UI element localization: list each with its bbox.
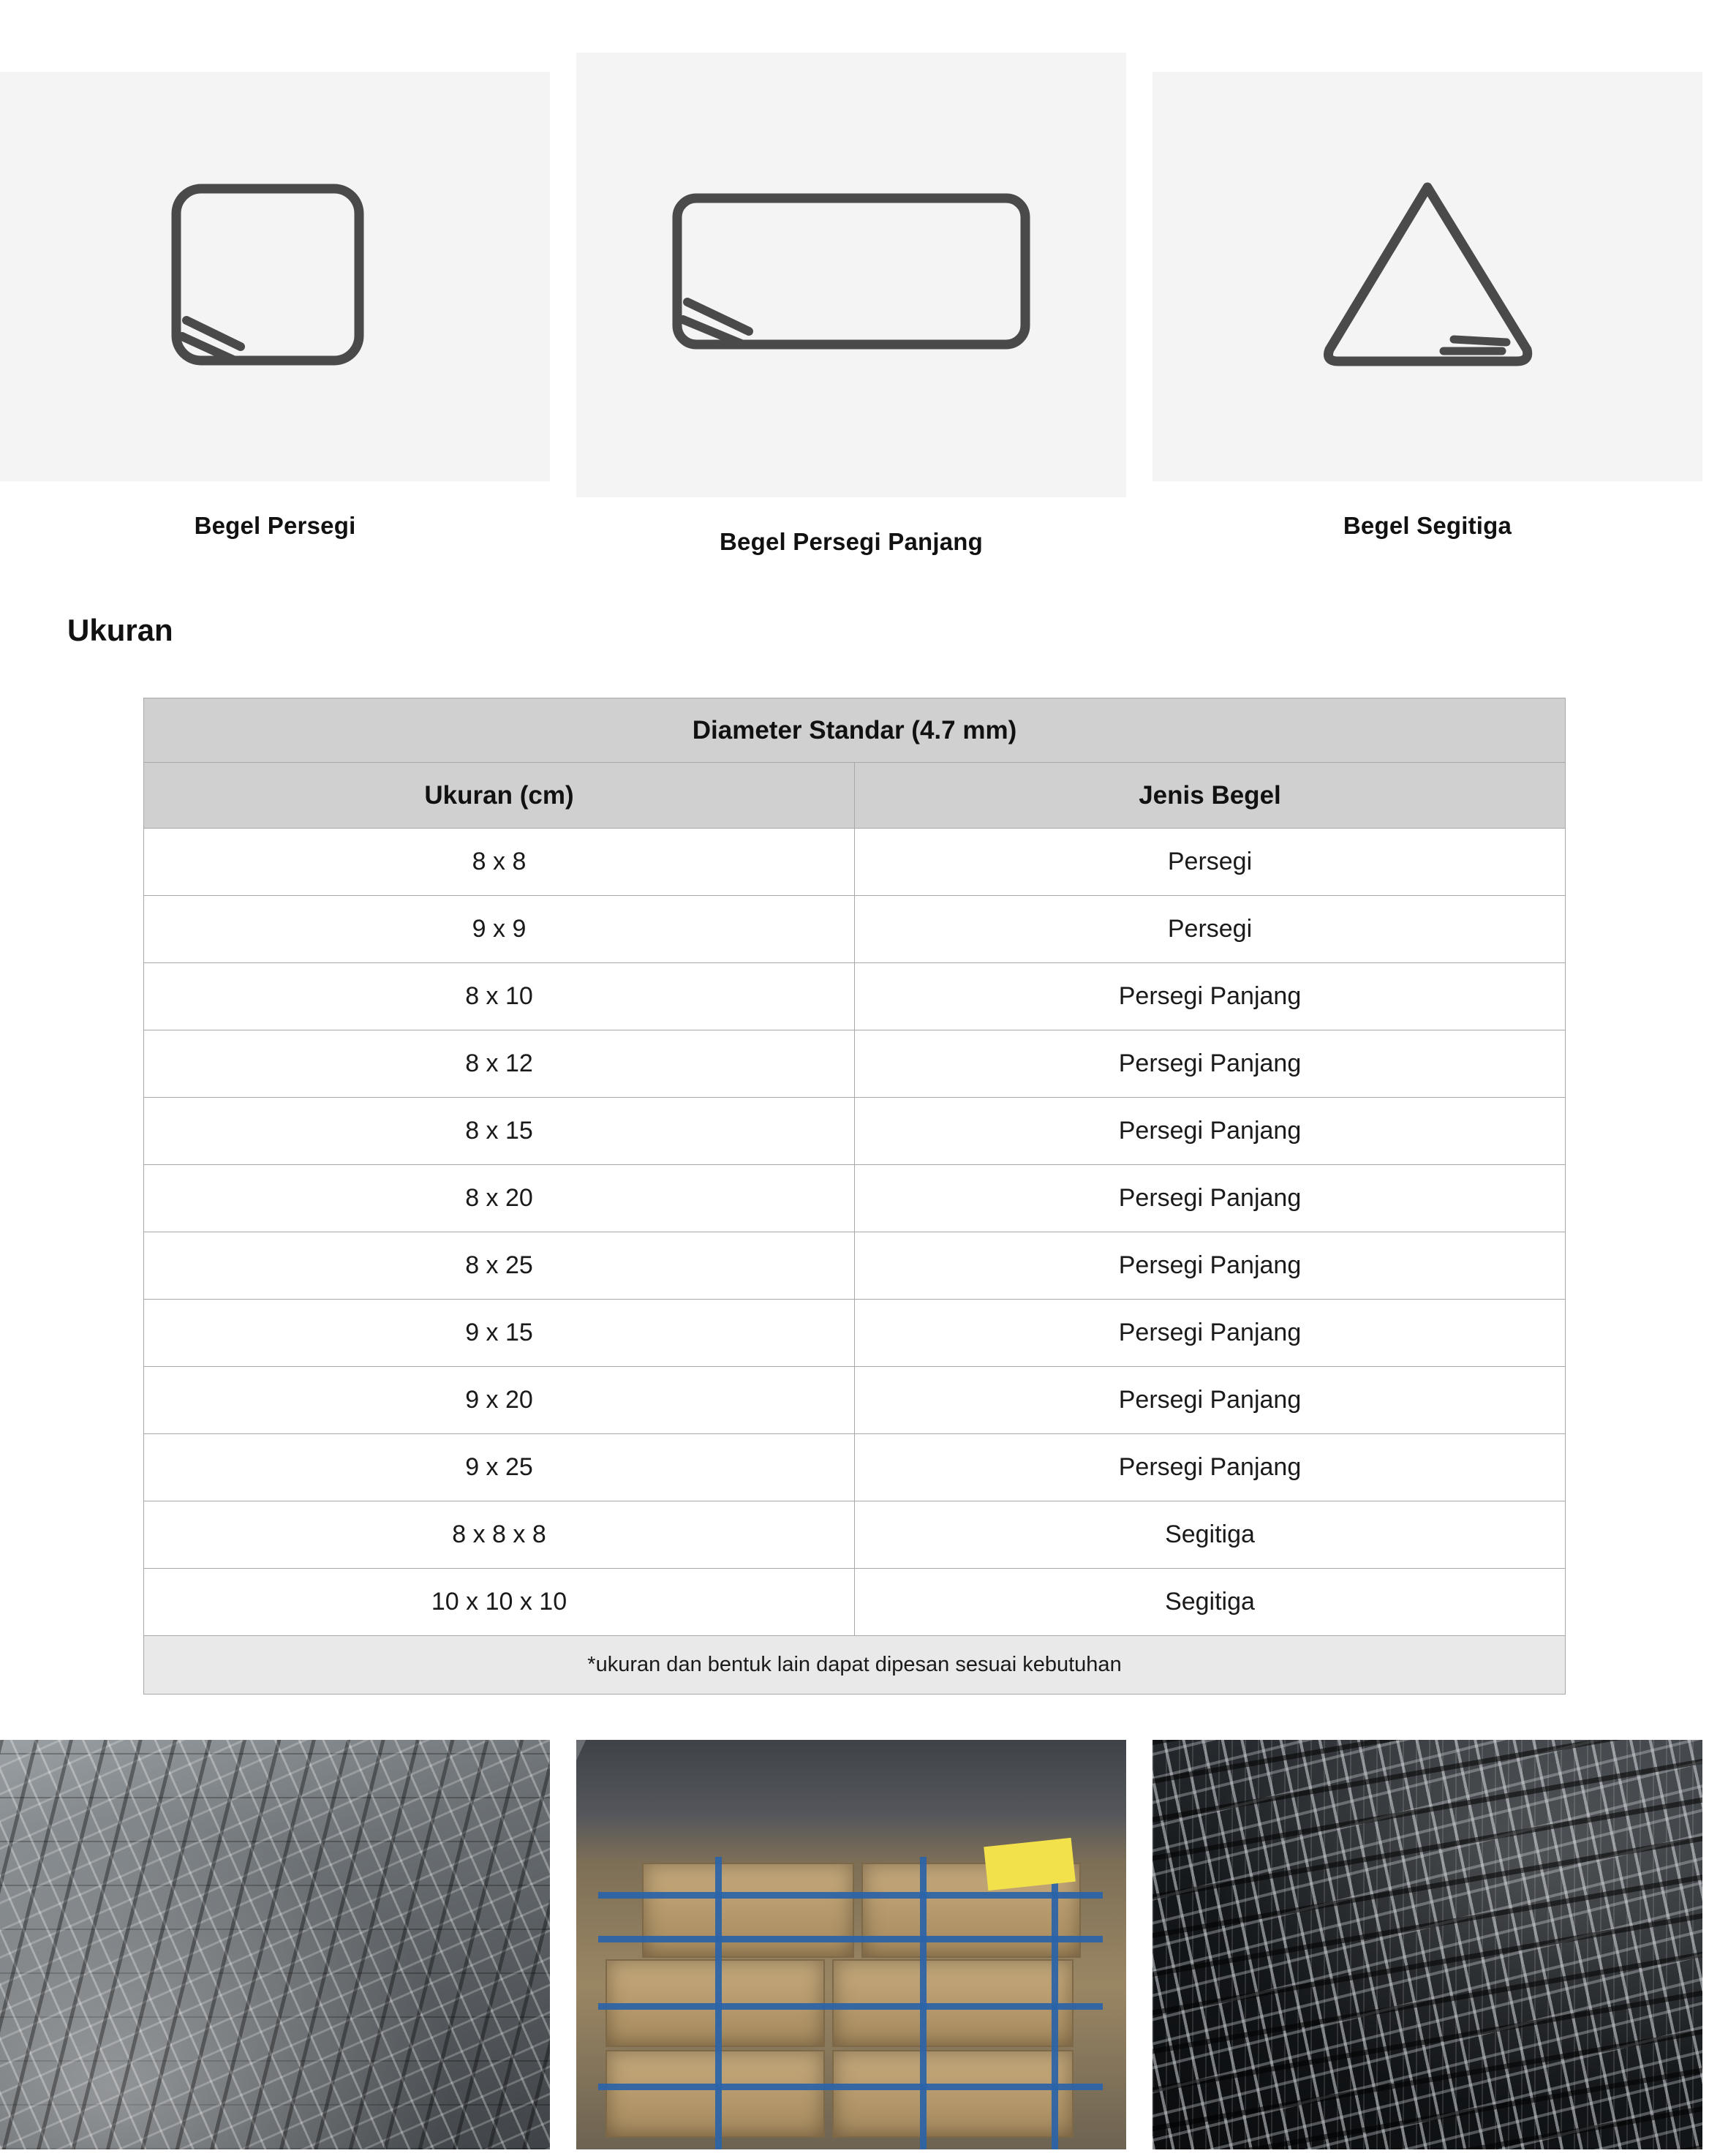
cell-ukuran: 8 x 12	[144, 1030, 855, 1098]
cell-jenis: Persegi Panjang	[855, 1165, 1566, 1232]
column-header-jenis: Jenis Begel	[855, 763, 1566, 829]
cell-ukuran: 8 x 8 x 8	[144, 1501, 855, 1569]
rectangular-stirrup-photo	[576, 53, 1126, 497]
square-stirrup-photo	[0, 72, 550, 481]
cell-ukuran: 9 x 20	[144, 1367, 855, 1434]
cell-ukuran: 9 x 15	[144, 1300, 855, 1367]
cell-jenis: Persegi	[855, 896, 1566, 963]
table-row	[144, 1165, 1566, 1232]
triangular-stirrup-photo	[1152, 72, 1702, 481]
cell-jenis: Persegi Panjang	[855, 1300, 1566, 1367]
table-row	[144, 1098, 1566, 1165]
gallery-caption: Begel Persegi Panjang	[720, 528, 983, 555]
gallery-caption: Begel Segitiga	[1343, 512, 1512, 539]
cell-jenis: Persegi Panjang	[855, 1367, 1566, 1434]
table-row	[144, 963, 1566, 1030]
stirrup-texture	[1152, 1740, 1702, 2149]
cell-ukuran: 8 x 15	[144, 1098, 855, 1165]
cell-jenis: Persegi Panjang	[855, 1098, 1566, 1165]
table-row	[144, 896, 1566, 963]
stacked-wire-mesh-photo	[0, 1740, 550, 2149]
table-header-row	[144, 763, 1566, 829]
table-body	[144, 829, 1566, 1695]
table-row	[144, 1434, 1566, 1501]
table-note: *ukuran dan bentuk lain dapat dipesan sesuai kebutuhan	[144, 1636, 1566, 1695]
square-stirrup-icon	[154, 167, 396, 386]
bottom-photo-strip	[0, 1740, 1709, 2149]
section-heading-ukuran: Ukuran	[67, 613, 173, 647]
product-gallery	[0, 0, 1709, 556]
table-row	[144, 1030, 1566, 1098]
cell-jenis: Persegi Panjang	[855, 963, 1566, 1030]
table-note-row	[144, 1636, 1566, 1695]
table-row	[144, 1300, 1566, 1367]
table-row	[144, 1569, 1566, 1636]
wrapped-bundles-pallet-photo	[576, 1740, 1126, 2149]
cell-ukuran: 8 x 20	[144, 1165, 855, 1232]
table-row	[144, 1501, 1566, 1569]
size-table-wrapper	[143, 698, 1566, 1695]
cell-jenis: Persegi	[855, 829, 1566, 896]
gallery-item-square	[0, 0, 550, 556]
cell-ukuran: 8 x 10	[144, 963, 855, 1030]
rectangular-stirrup-icon	[661, 176, 1041, 374]
cell-ukuran: 9 x 9	[144, 896, 855, 963]
cell-jenis: Persegi Panjang	[855, 1434, 1566, 1501]
gallery-item-triangle	[1152, 0, 1702, 556]
stirrup-pile-photo	[1152, 1740, 1702, 2149]
gallery-item-rectangle	[576, 0, 1126, 556]
triangular-stirrup-icon	[1310, 167, 1544, 386]
cell-ukuran: 10 x 10 x 10	[144, 1569, 855, 1636]
mesh-texture	[0, 1740, 550, 2149]
cell-ukuran: 8 x 8	[144, 829, 855, 896]
column-header-ukuran: Ukuran (cm)	[144, 763, 855, 829]
table-title-row	[144, 698, 1566, 763]
size-table	[143, 698, 1566, 1695]
cell-jenis: Persegi Panjang	[855, 1232, 1566, 1300]
table-title: Diameter Standar (4.7 mm)	[144, 698, 1566, 763]
table-row	[144, 1367, 1566, 1434]
table-row	[144, 829, 1566, 896]
gallery-caption: Begel Persegi	[194, 512, 356, 539]
cell-jenis: Segitiga	[855, 1501, 1566, 1569]
cell-ukuran: 9 x 25	[144, 1434, 855, 1501]
table-row	[144, 1232, 1566, 1300]
cell-ukuran: 8 x 25	[144, 1232, 855, 1300]
cell-jenis: Segitiga	[855, 1569, 1566, 1636]
cell-jenis: Persegi Panjang	[855, 1030, 1566, 1098]
plastic-wrap-sheen	[576, 1740, 1126, 2149]
